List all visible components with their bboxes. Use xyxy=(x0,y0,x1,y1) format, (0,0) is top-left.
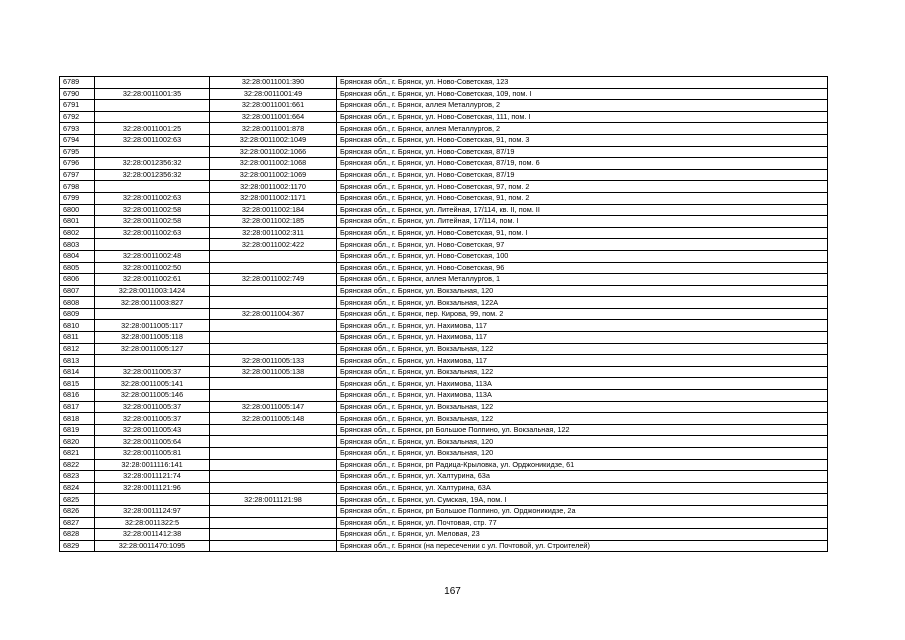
object-cadastral-number-cell: 32:28:0011001:49 xyxy=(210,88,337,100)
object-cadastral-number-cell xyxy=(210,424,337,436)
address-cell: Брянская обл., г. Брянск, ул. Меловая, 23 xyxy=(337,529,828,541)
address-cell: Брянская обл., г. Брянск, ул. Ново-Советская, 97, пом. 2 xyxy=(337,181,828,193)
row-number-cell: 6814 xyxy=(60,366,95,378)
address-cell: Брянская обл., г. Брянск, ул. Нахимова, 113А xyxy=(337,390,828,402)
land-cadastral-number-cell xyxy=(95,146,210,158)
table-row xyxy=(60,262,828,274)
table-row xyxy=(60,378,828,390)
table-row xyxy=(60,88,828,100)
land-cadastral-number-cell: 32:28:0011002:58 xyxy=(95,216,210,228)
address-cell: Брянская обл., г. Брянск, ул. Халтурина, 63а xyxy=(337,471,828,483)
object-cadastral-number-cell xyxy=(210,262,337,274)
table-row xyxy=(60,494,828,506)
object-cadastral-number-cell xyxy=(210,505,337,517)
table-row xyxy=(60,308,828,320)
land-cadastral-number-cell: 32:28:0011002:50 xyxy=(95,262,210,274)
object-cadastral-number-cell: 32:28:0011005:133 xyxy=(210,355,337,367)
table-row xyxy=(60,529,828,541)
row-number-cell: 6798 xyxy=(60,181,95,193)
land-cadastral-number-cell: 32:28:0011005:81 xyxy=(95,448,210,460)
object-cadastral-number-cell: 32:28:0011002:749 xyxy=(210,274,337,286)
object-cadastral-number-cell xyxy=(210,285,337,297)
row-number-cell: 6818 xyxy=(60,413,95,425)
object-cadastral-number-cell: 32:28:0011005:147 xyxy=(210,401,337,413)
address-cell: Брянская обл., г. Брянск, аллея Металлургов, 2 xyxy=(337,123,828,135)
row-number-cell: 6801 xyxy=(60,216,95,228)
address-cell: Брянская обл., г. Брянск, ул. Вокзальная, 122 xyxy=(337,343,828,355)
object-cadastral-number-cell xyxy=(210,459,337,471)
object-cadastral-number-cell xyxy=(210,378,337,390)
row-number-cell: 6817 xyxy=(60,401,95,413)
object-cadastral-number-cell xyxy=(210,448,337,460)
table-row xyxy=(60,134,828,146)
address-cell: Брянская обл., г. Брянск, ул. Халтурина, 63А xyxy=(337,482,828,494)
object-cadastral-number-cell: 32:28:0011002:184 xyxy=(210,204,337,216)
row-number-cell: 6812 xyxy=(60,343,95,355)
row-number-cell: 6826 xyxy=(60,505,95,517)
object-cadastral-number-cell: 32:28:0011002:1069 xyxy=(210,169,337,181)
object-cadastral-number-cell: 32:28:0011002:185 xyxy=(210,216,337,228)
row-number-cell: 6790 xyxy=(60,88,95,100)
land-cadastral-number-cell: 32:28:0011002:48 xyxy=(95,250,210,262)
table-row xyxy=(60,471,828,483)
table-row xyxy=(60,250,828,262)
table-row xyxy=(60,274,828,286)
row-number-cell: 6799 xyxy=(60,192,95,204)
table-row xyxy=(60,216,828,228)
address-cell: Брянская обл., г. Брянск, ул. Нахимова, 113А xyxy=(337,378,828,390)
table-row xyxy=(60,111,828,123)
land-cadastral-number-cell: 32:28:0011005:141 xyxy=(95,378,210,390)
table-row xyxy=(60,146,828,158)
object-cadastral-number-cell xyxy=(210,343,337,355)
land-cadastral-number-cell: 32:28:0011001:35 xyxy=(95,88,210,100)
address-cell: Брянская обл., г. Брянск, пер. Кирова, 99, пом. 2 xyxy=(337,308,828,320)
land-cadastral-number-cell: 32:28:0011002:63 xyxy=(95,192,210,204)
table-row xyxy=(60,285,828,297)
address-cell: Брянская обл., г. Брянск, ул. Вокзальная, 120 xyxy=(337,285,828,297)
row-number-cell: 6793 xyxy=(60,123,95,135)
land-cadastral-number-cell: 32:28:0011322:5 xyxy=(95,517,210,529)
row-number-cell: 6823 xyxy=(60,471,95,483)
address-cell: Брянская обл., г. Брянск, ул. Вокзальная, 122А xyxy=(337,297,828,309)
row-number-cell: 6807 xyxy=(60,285,95,297)
table-row xyxy=(60,158,828,170)
address-cell: Брянская обл., г. Брянск, ул. Нахимова, 117 xyxy=(337,355,828,367)
table-row xyxy=(60,366,828,378)
land-cadastral-number-cell: 32:28:0011003:827 xyxy=(95,297,210,309)
object-cadastral-number-cell: 32:28:0011005:138 xyxy=(210,366,337,378)
object-cadastral-number-cell: 32:28:0011002:1171 xyxy=(210,192,337,204)
row-number-cell: 6819 xyxy=(60,424,95,436)
address-cell: Брянская обл., г. Брянск, ул. Нахимова, 117 xyxy=(337,332,828,344)
land-cadastral-number-cell: 32:28:0011121:96 xyxy=(95,482,210,494)
land-cadastral-number-cell: 32:28:0011005:118 xyxy=(95,332,210,344)
row-number-cell: 6827 xyxy=(60,517,95,529)
address-cell: Брянская обл., г. Брянск, ул. Вокзальная, 122 xyxy=(337,401,828,413)
object-cadastral-number-cell: 32:28:0011002:1066 xyxy=(210,146,337,158)
table-row xyxy=(60,540,828,552)
land-cadastral-number-cell: 32:28:0011002:63 xyxy=(95,227,210,239)
table-row xyxy=(60,343,828,355)
table-row xyxy=(60,332,828,344)
row-number-cell: 6806 xyxy=(60,274,95,286)
land-cadastral-number-cell: 32:28:0011470:1095 xyxy=(95,540,210,552)
row-number-cell: 6815 xyxy=(60,378,95,390)
object-cadastral-number-cell xyxy=(210,297,337,309)
land-cadastral-number-cell: 32:28:0011003:1424 xyxy=(95,285,210,297)
address-cell: Брянская обл., г. Брянск, ул. Вокзальная, 120 xyxy=(337,448,828,460)
address-cell: Брянская обл., г. Брянск, аллея Металлургов, 1 xyxy=(337,274,828,286)
object-cadastral-number-cell xyxy=(210,250,337,262)
row-number-cell: 6804 xyxy=(60,250,95,262)
address-cell: Брянская обл., г. Брянск, ул. Ново-Советская, 109, пом. I xyxy=(337,88,828,100)
row-number-cell: 6792 xyxy=(60,111,95,123)
object-cadastral-number-cell xyxy=(210,332,337,344)
land-cadastral-number-cell: 32:28:0011002:58 xyxy=(95,204,210,216)
table-row xyxy=(60,297,828,309)
table-row xyxy=(60,169,828,181)
table-row xyxy=(60,204,828,216)
table-row xyxy=(60,320,828,332)
registry-table-body xyxy=(60,77,828,552)
row-number-cell: 6802 xyxy=(60,227,95,239)
land-cadastral-number-cell: 32:28:0011005:43 xyxy=(95,424,210,436)
address-cell: Брянская обл., г. Брянск, ул. Ново-Советская, 87/19 xyxy=(337,146,828,158)
address-cell: Брянская обл., г. Брянск, ул. Вокзальная, 120 xyxy=(337,436,828,448)
land-cadastral-number-cell: 32:28:0011116:141 xyxy=(95,459,210,471)
land-cadastral-number-cell: 32:28:0011412:38 xyxy=(95,529,210,541)
land-cadastral-number-cell: 32:28:0011005:117 xyxy=(95,320,210,332)
row-number-cell: 6795 xyxy=(60,146,95,158)
row-number-cell: 6796 xyxy=(60,158,95,170)
table-row xyxy=(60,436,828,448)
address-cell: Брянская обл., г. Брянск, ул. Ново-Советская, 111, пом. I xyxy=(337,111,828,123)
registry-table xyxy=(59,76,828,552)
land-cadastral-number-cell: 32:28:0011005:37 xyxy=(95,413,210,425)
object-cadastral-number-cell: 32:28:0011001:878 xyxy=(210,123,337,135)
address-cell: Брянская обл., г. Брянск, ул. Ново-Советская, 87/19 xyxy=(337,169,828,181)
table-row xyxy=(60,100,828,112)
table-row xyxy=(60,390,828,402)
row-number-cell: 6809 xyxy=(60,308,95,320)
row-number-cell: 6803 xyxy=(60,239,95,251)
object-cadastral-number-cell xyxy=(210,482,337,494)
address-cell: Брянская обл., г. Брянск (на пересечении с ул. Почтовой, ул. Строителей) xyxy=(337,540,828,552)
address-cell: Брянская обл., г. Брянск, ул. Литейная, 17/114, кв. II, пом. II xyxy=(337,204,828,216)
object-cadastral-number-cell xyxy=(210,471,337,483)
table-row xyxy=(60,192,828,204)
table-row xyxy=(60,227,828,239)
address-cell: Брянская обл., г. Брянск, ул. Ново-Советская, 97 xyxy=(337,239,828,251)
address-cell: Брянская обл., г. Брянск, ул. Ново-Советская, 91, пом. I xyxy=(337,227,828,239)
object-cadastral-number-cell xyxy=(210,540,337,552)
address-cell: Брянская обл., г. Брянск, ул. Ново-Советская, 100 xyxy=(337,250,828,262)
land-cadastral-number-cell xyxy=(95,111,210,123)
object-cadastral-number-cell: 32:28:0011002:1170 xyxy=(210,181,337,193)
row-number-cell: 6813 xyxy=(60,355,95,367)
object-cadastral-number-cell xyxy=(210,517,337,529)
land-cadastral-number-cell xyxy=(95,494,210,506)
address-cell: Брянская обл., г. Брянск, аллея Металлургов, 2 xyxy=(337,100,828,112)
land-cadastral-number-cell: 32:28:0011002:63 xyxy=(95,134,210,146)
table-row xyxy=(60,448,828,460)
land-cadastral-number-cell: 32:28:0012356:32 xyxy=(95,158,210,170)
object-cadastral-number-cell: 32:28:0011002:311 xyxy=(210,227,337,239)
land-cadastral-number-cell: 32:28:0011124:97 xyxy=(95,505,210,517)
row-number-cell: 6800 xyxy=(60,204,95,216)
address-cell: Брянская обл., г. Брянск, ул. Ново-Советская, 96 xyxy=(337,262,828,274)
object-cadastral-number-cell: 32:28:0011001:390 xyxy=(210,77,337,89)
object-cadastral-number-cell: 32:28:0011121:98 xyxy=(210,494,337,506)
object-cadastral-number-cell xyxy=(210,320,337,332)
object-cadastral-number-cell: 32:28:0011005:148 xyxy=(210,413,337,425)
land-cadastral-number-cell xyxy=(95,77,210,89)
row-number-cell: 6789 xyxy=(60,77,95,89)
object-cadastral-number-cell xyxy=(210,390,337,402)
land-cadastral-number-cell: 32:28:0011005:37 xyxy=(95,366,210,378)
object-cadastral-number-cell: 32:28:0011002:1068 xyxy=(210,158,337,170)
address-cell: Брянская обл., г. Брянск, рп Большое Полпино, ул. Вокзальная, 122 xyxy=(337,424,828,436)
address-cell: Брянская обл., г. Брянск, ул. Ново-Советская, 87/19, пом. 6 xyxy=(337,158,828,170)
table-row xyxy=(60,181,828,193)
land-cadastral-number-cell: 32:28:0011002:61 xyxy=(95,274,210,286)
land-cadastral-number-cell: 32:28:0011001:25 xyxy=(95,123,210,135)
row-number-cell: 6808 xyxy=(60,297,95,309)
land-cadastral-number-cell xyxy=(95,181,210,193)
address-cell: Брянская обл., г. Брянск, ул. Нахимова, 117 xyxy=(337,320,828,332)
table-row xyxy=(60,123,828,135)
object-cadastral-number-cell xyxy=(210,529,337,541)
land-cadastral-number-cell xyxy=(95,239,210,251)
row-number-cell: 6816 xyxy=(60,390,95,402)
object-cadastral-number-cell: 32:28:0011004:367 xyxy=(210,308,337,320)
row-number-cell: 6829 xyxy=(60,540,95,552)
table-row xyxy=(60,77,828,89)
row-number-cell: 6822 xyxy=(60,459,95,471)
table-row xyxy=(60,505,828,517)
address-cell: Брянская обл., г. Брянск, ул. Ново-Советская, 91, пом. 2 xyxy=(337,192,828,204)
row-number-cell: 6825 xyxy=(60,494,95,506)
table-row xyxy=(60,239,828,251)
address-cell: Брянская обл., г. Брянск, рп Радица-Крыловка, ул. Орджоникидзе, 61 xyxy=(337,459,828,471)
land-cadastral-number-cell: 32:28:0011005:127 xyxy=(95,343,210,355)
land-cadastral-number-cell xyxy=(95,308,210,320)
object-cadastral-number-cell: 32:28:0011001:661 xyxy=(210,100,337,112)
table-row xyxy=(60,401,828,413)
address-cell: Брянская обл., г. Брянск, ул. Вокзальная, 122 xyxy=(337,413,828,425)
land-cadastral-number-cell: 32:28:0011121:74 xyxy=(95,471,210,483)
row-number-cell: 6791 xyxy=(60,100,95,112)
row-number-cell: 6805 xyxy=(60,262,95,274)
object-cadastral-number-cell: 32:28:0011001:664 xyxy=(210,111,337,123)
row-number-cell: 6797 xyxy=(60,169,95,181)
table-row xyxy=(60,355,828,367)
land-cadastral-number-cell xyxy=(95,100,210,112)
row-number-cell: 6828 xyxy=(60,529,95,541)
land-cadastral-number-cell xyxy=(95,355,210,367)
table-row xyxy=(60,413,828,425)
address-cell: Брянская обл., г. Брянск, ул. Почтовая, стр. 77 xyxy=(337,517,828,529)
land-cadastral-number-cell: 32:28:0012356:32 xyxy=(95,169,210,181)
object-cadastral-number-cell xyxy=(210,436,337,448)
table-row xyxy=(60,517,828,529)
object-cadastral-number-cell: 32:28:0011002:422 xyxy=(210,239,337,251)
row-number-cell: 6821 xyxy=(60,448,95,460)
land-cadastral-number-cell: 32:28:0011005:37 xyxy=(95,401,210,413)
address-cell: Брянская обл., г. Брянск, ул. Сумская, 19А, пом. I xyxy=(337,494,828,506)
address-cell: Брянская обл., г. Брянск, ул. Вокзальная, 122 xyxy=(337,366,828,378)
address-cell: Брянская обл., г. Брянск, ул. Ново-Советская, 91, пом. 3 xyxy=(337,134,828,146)
land-cadastral-number-cell: 32:28:0011005:146 xyxy=(95,390,210,402)
table-row xyxy=(60,459,828,471)
address-cell: Брянская обл., г. Брянск, рп Большое Полпино, ул. Орджоникидзе, 2а xyxy=(337,505,828,517)
table-row xyxy=(60,424,828,436)
row-number-cell: 6794 xyxy=(60,134,95,146)
land-cadastral-number-cell: 32:28:0011005:64 xyxy=(95,436,210,448)
row-number-cell: 6820 xyxy=(60,436,95,448)
row-number-cell: 6824 xyxy=(60,482,95,494)
row-number-cell: 6810 xyxy=(60,320,95,332)
address-cell: Брянская обл., г. Брянск, ул. Ново-Советская, 123 xyxy=(337,77,828,89)
row-number-cell: 6811 xyxy=(60,332,95,344)
address-cell: Брянская обл., г. Брянск, ул. Литейная, 17/114, пом. I xyxy=(337,216,828,228)
object-cadastral-number-cell: 32:28:0011002:1049 xyxy=(210,134,337,146)
page-number: 167 xyxy=(444,586,461,597)
table-row xyxy=(60,482,828,494)
